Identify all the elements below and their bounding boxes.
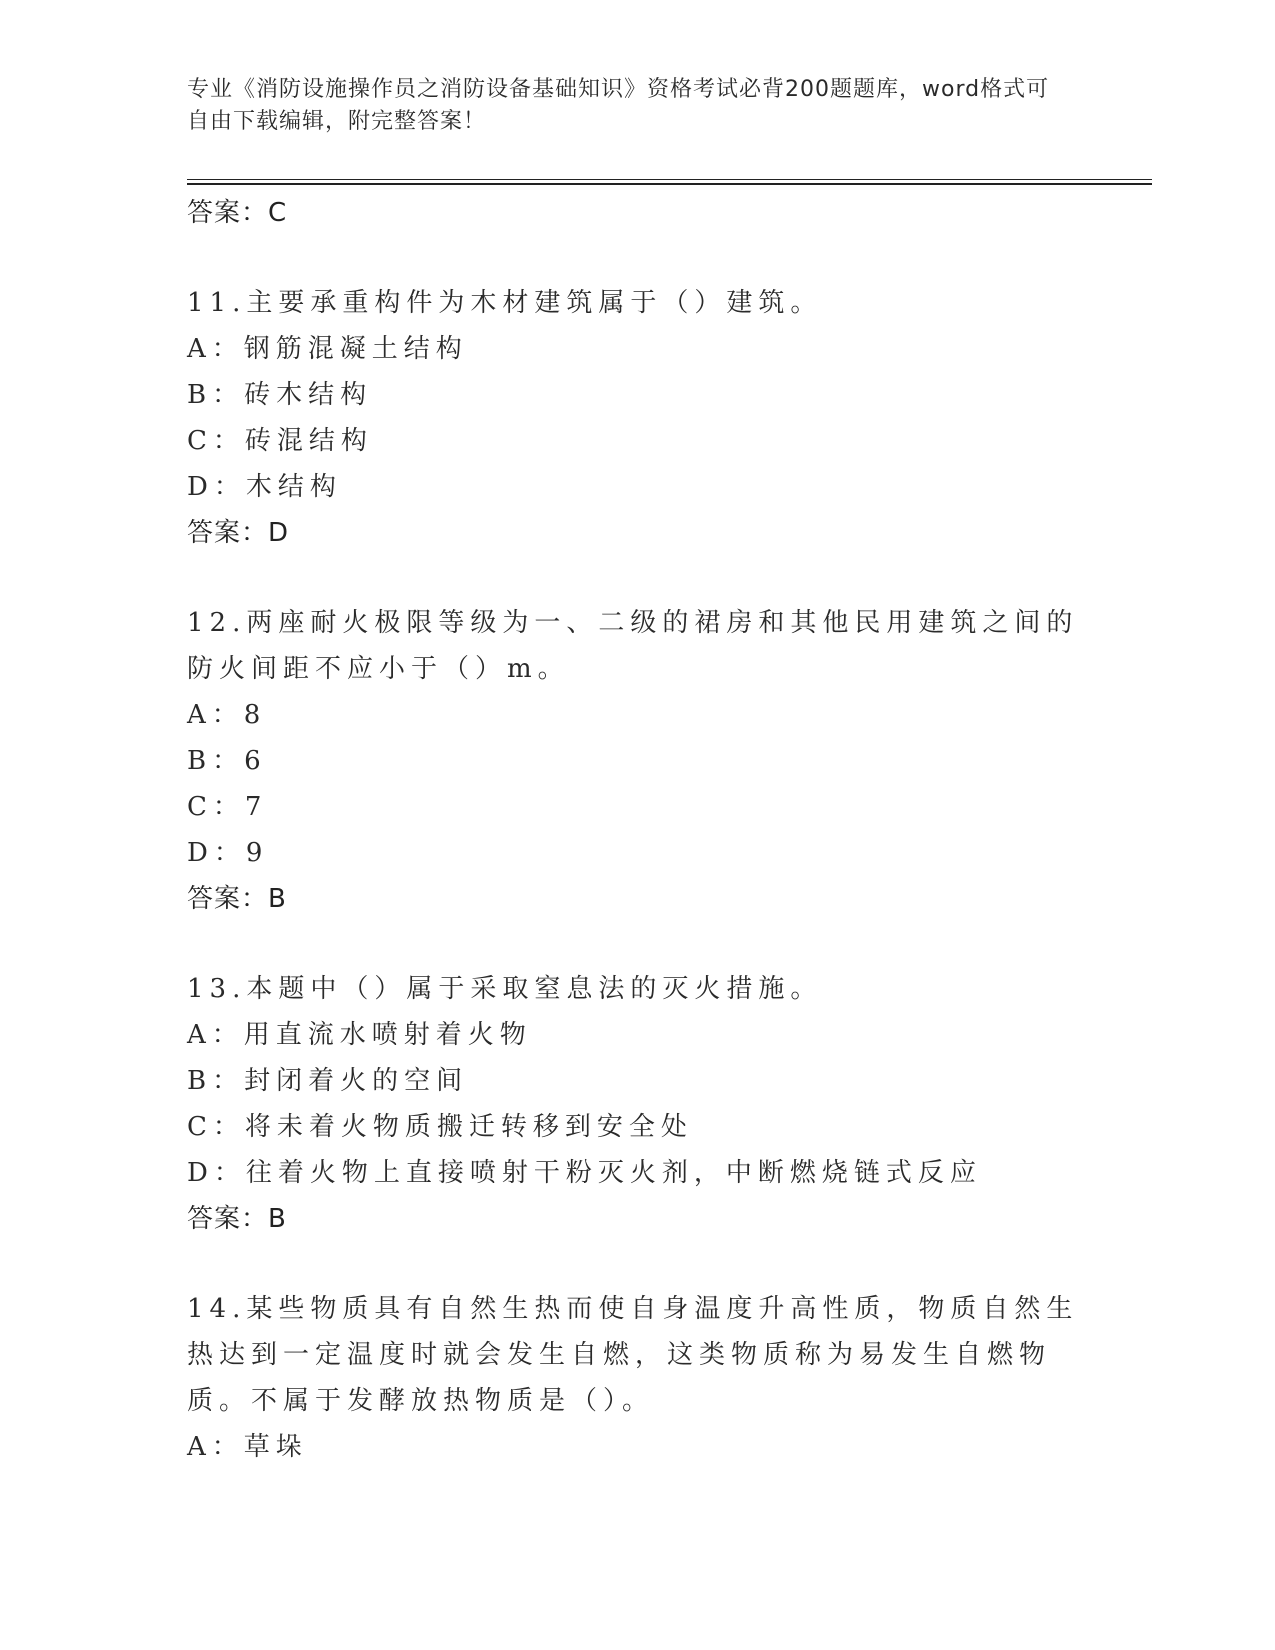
question-block bbox=[187, 600, 1087, 922]
option-c: C：将未着火物质搬迁转移到安全处 bbox=[187, 1112, 693, 1142]
option-a: A：用直流水喷射着火物 bbox=[187, 1020, 532, 1050]
question-stem: 14.某些物质具有自然生热而使自身温度升高性质，物质自然生热达到一定温度时就会发生自燃，这类物质称为易发生自燃物质。不属于发酵放热物质是（）。 bbox=[187, 1294, 1079, 1416]
option-c: C：7 bbox=[187, 792, 268, 822]
question-stem: 11.主要承重构件为木材建筑属于（）建筑。 bbox=[187, 288, 823, 318]
spacer bbox=[187, 556, 1087, 600]
option-b: B：砖木结构 bbox=[187, 380, 373, 410]
question-block bbox=[187, 280, 1087, 556]
option-d: D：9 bbox=[187, 838, 269, 868]
option-b: B：封闭着火的空间 bbox=[187, 1066, 469, 1096]
spacer bbox=[187, 236, 1087, 280]
header-divider-thick bbox=[187, 183, 1152, 185]
spacer bbox=[187, 922, 1087, 966]
answer-line: 答案：D bbox=[187, 518, 290, 548]
option-b: B：6 bbox=[187, 746, 267, 776]
question-stem: 12.两座耐火极限等级为一、二级的裙房和其他民用建筑之间的防火间距不应小于（）m。 bbox=[187, 608, 1079, 684]
question-stem: 13.本题中（）属于采取窒息法的灭火措施。 bbox=[187, 974, 823, 1004]
option-a: A：钢筋混凝土结构 bbox=[187, 334, 468, 364]
previous-answer: 答案：C bbox=[187, 198, 288, 228]
question-list bbox=[187, 190, 1087, 1470]
answer-line: 答案：B bbox=[187, 884, 287, 914]
option-d: D：木结构 bbox=[187, 472, 342, 502]
document-header: 专业《消防设施操作员之消防设备基础知识》资格考试必背200题题库，word格式可自由下载编辑，附完整答案！ bbox=[187, 77, 1050, 134]
option-d: D：往着火物上直接喷射干粉灭火剂，中断燃烧链式反应 bbox=[187, 1158, 982, 1188]
answer-line: 答案：B bbox=[187, 1204, 287, 1234]
option-a: A：草垛 bbox=[187, 1432, 308, 1462]
option-c: C：砖混结构 bbox=[187, 426, 373, 456]
option-a: A：8 bbox=[187, 700, 267, 730]
question-block bbox=[187, 966, 1087, 1242]
spacer bbox=[187, 1242, 1087, 1286]
header-divider-thin bbox=[187, 179, 1152, 180]
question-block bbox=[187, 1286, 1087, 1470]
